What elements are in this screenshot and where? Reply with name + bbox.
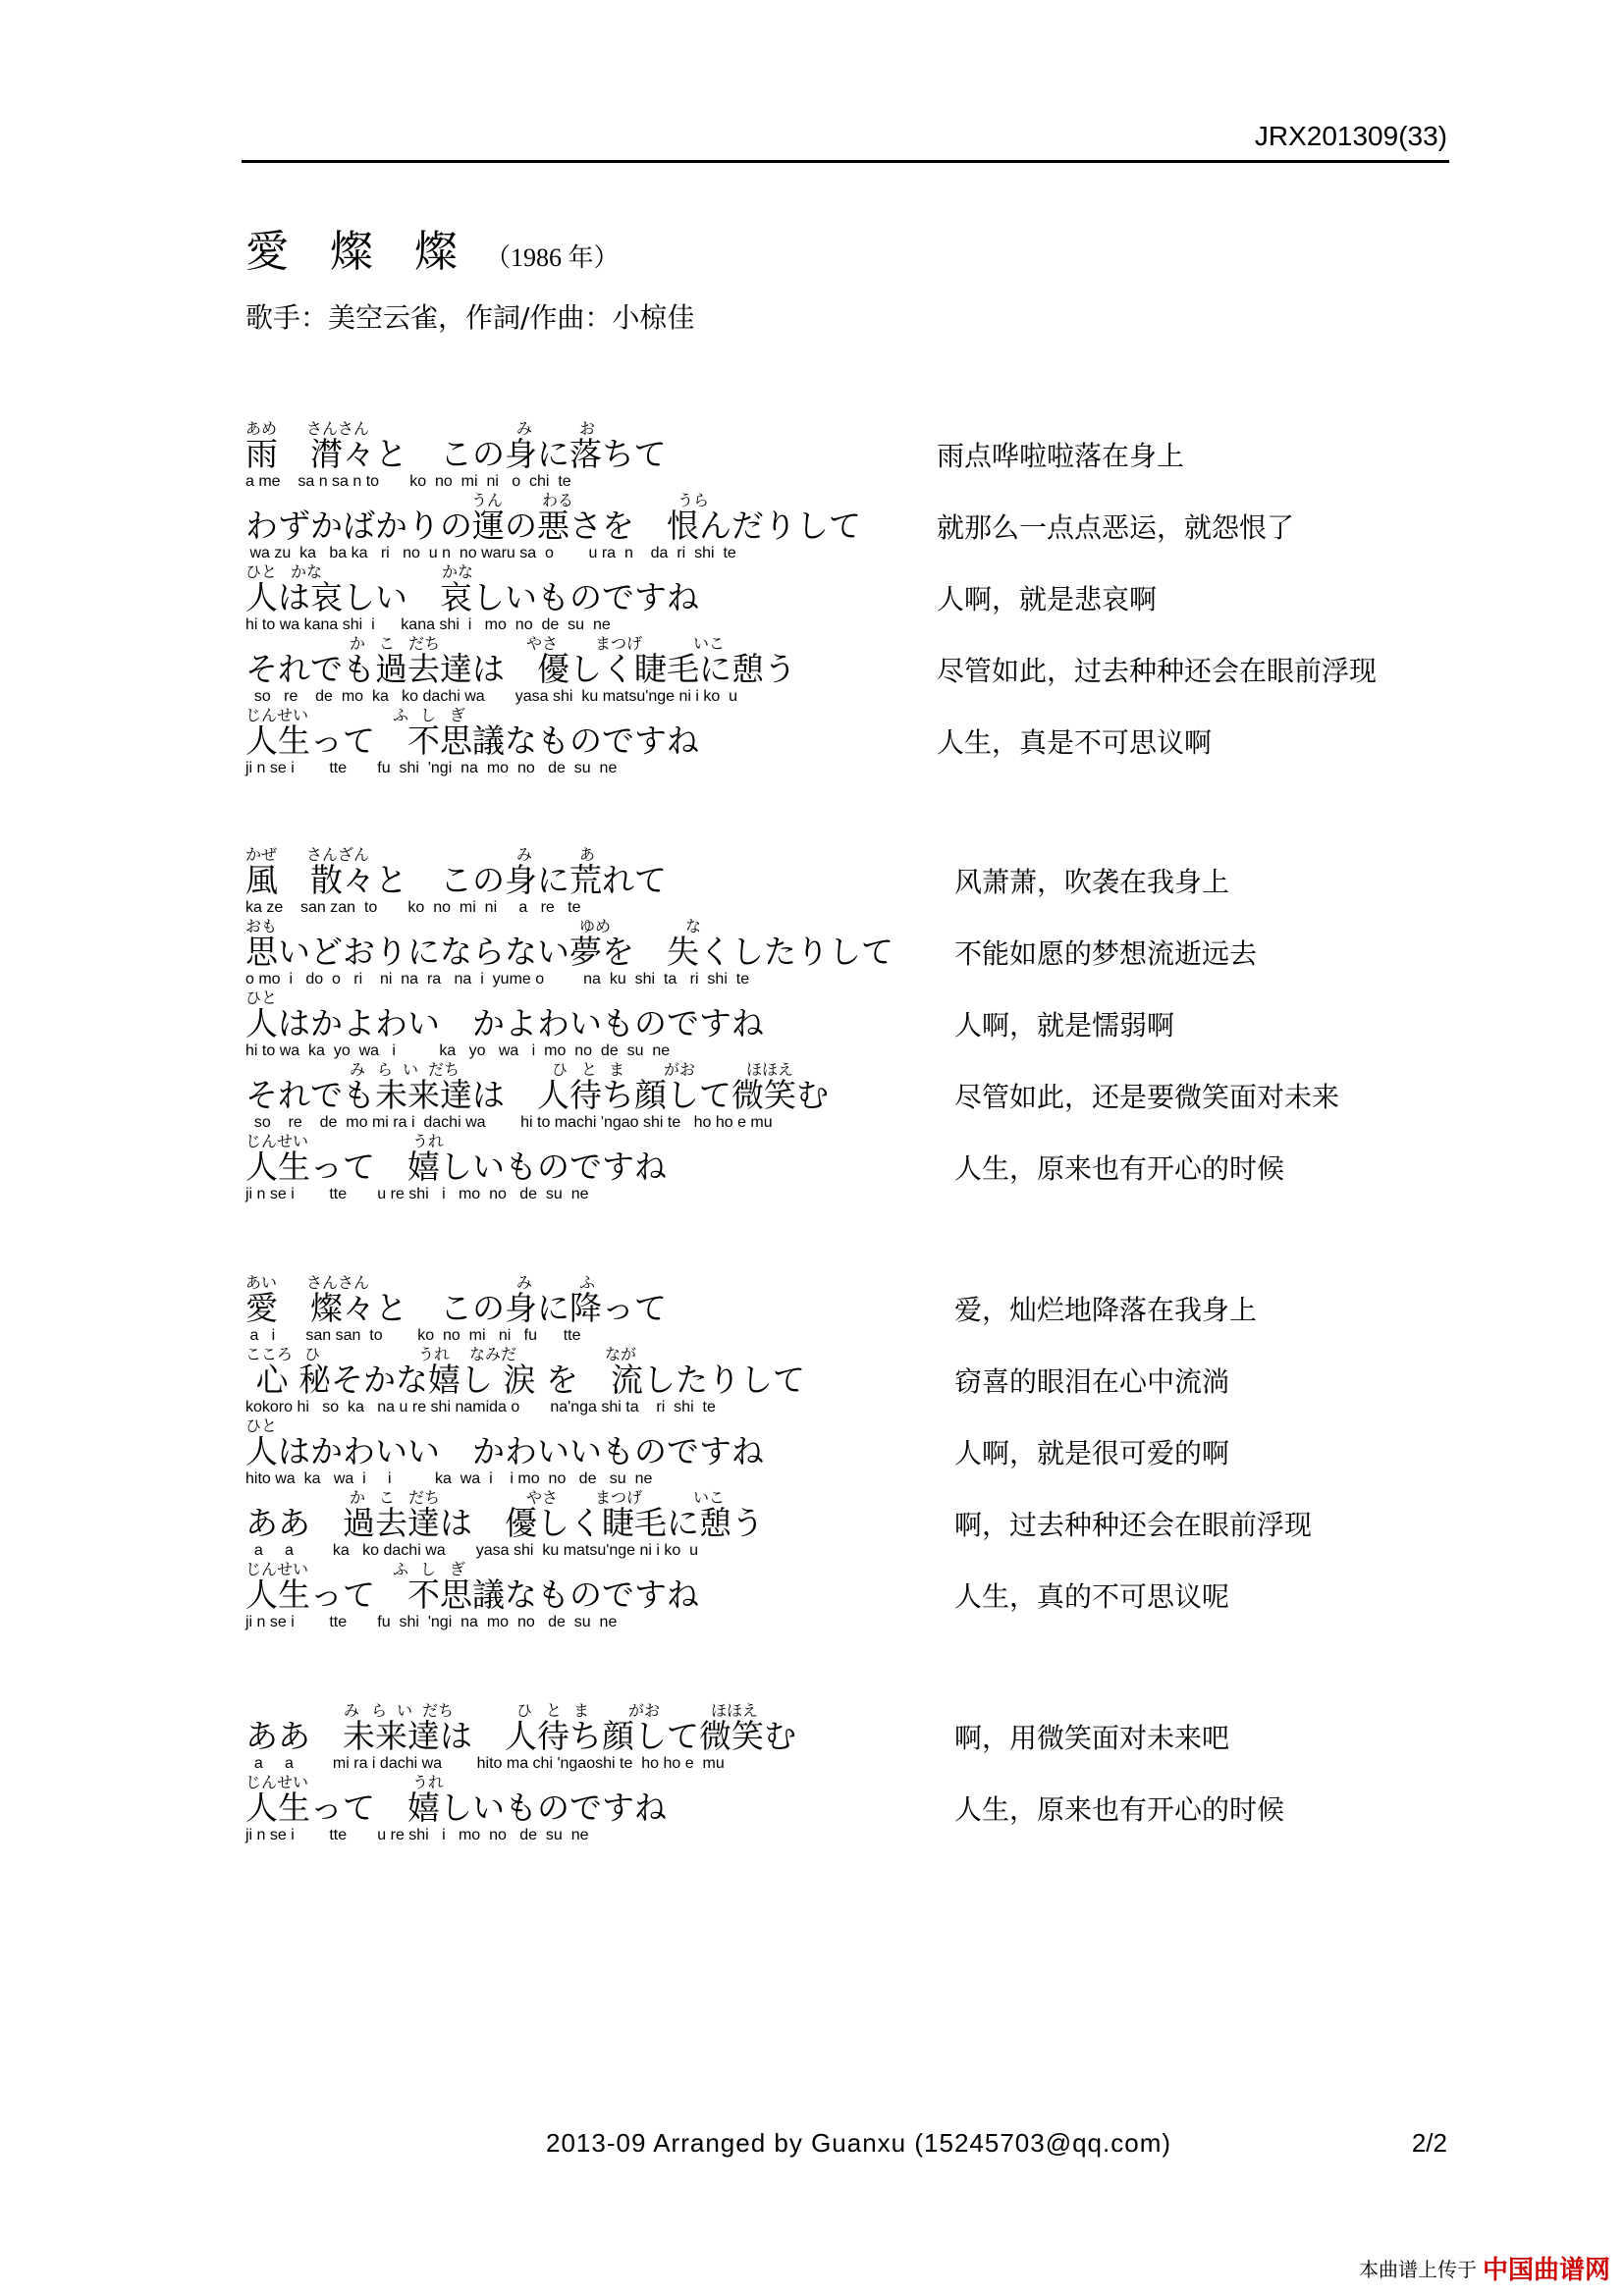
- furigana: な: [685, 917, 702, 935]
- lyric-line: [245, 1346, 1424, 1417]
- romaji-lyric: so re de mo mi ra i dachi wa hi to machi 'ngao shi te ho ho e mu: [245, 1114, 773, 1131]
- verse: [245, 1274, 1424, 1632]
- furigana: いこ: [693, 634, 726, 653]
- lyric-line: [245, 707, 1424, 778]
- watermark: [1359, 2250, 1610, 2286]
- furigana: あめ: [245, 419, 278, 438]
- furigana: だち: [422, 1701, 455, 1720]
- lyric-line: [245, 1133, 1424, 1204]
- japanese-lyric: 風 散々と この身に荒れて: [245, 861, 667, 899]
- japanese-lyric: 思いどおりにならない夢を 失くしたりして: [245, 933, 893, 971]
- furigana: ゆめ: [579, 917, 612, 935]
- song-title: 愛 燦 燦: [245, 227, 471, 277]
- chinese-translation: 雨点哗啦啦落在身上: [937, 440, 1185, 472]
- romaji-lyric: ji n se i tte u re shi i mo no de su ne: [245, 1186, 589, 1202]
- furigana: なが: [605, 1345, 637, 1363]
- japanese-lyric: 人生って 嬉しいものですね: [245, 1148, 667, 1186]
- chinese-translation: 人生，原来也有开心的时候: [954, 1793, 1285, 1826]
- lyric-line: [245, 1774, 1424, 1845]
- lyric-line: [245, 1561, 1424, 1632]
- furigana: ほほえ: [711, 1701, 759, 1720]
- verse: [245, 846, 1424, 1204]
- furigana: だち: [408, 1488, 441, 1507]
- lyric-line: [245, 846, 1424, 918]
- furigana: と: [546, 1701, 563, 1720]
- song-credits: 歌手：美空云雀，作詞/作曲：小椋佳: [245, 301, 695, 334]
- romaji-lyric: hi to wa ka yo wa i ka yo wa i mo no de su ne: [245, 1042, 671, 1059]
- japanese-lyric: 心 秘そかな嬉し 涙 を 流したりして: [245, 1361, 805, 1399]
- furigana: あい: [245, 1273, 278, 1292]
- furigana: うれ: [412, 1773, 445, 1791]
- furigana: なみだ: [469, 1345, 517, 1363]
- furigana: ま: [609, 1060, 625, 1079]
- furigana: わる: [542, 491, 574, 509]
- chinese-translation: 爱，灿烂地降落在我身上: [954, 1294, 1258, 1326]
- chinese-translation: 啊，用微笑面对未来吧: [954, 1722, 1230, 1754]
- furigana: ひ: [516, 1701, 533, 1720]
- furigana: お: [579, 419, 596, 438]
- furigana: ぎ: [450, 1560, 466, 1578]
- furigana: ら: [371, 1701, 388, 1720]
- furigana: じんせい: [245, 1773, 309, 1791]
- furigana: あ: [579, 845, 596, 864]
- song-year: （1986 年）: [484, 243, 620, 272]
- header-rule: [242, 160, 1449, 163]
- footer-credit: 2013-09 Arranged by Guanxu (15245703@qq.com): [546, 2128, 1172, 2158]
- furigana: み: [516, 845, 533, 864]
- furigana: こ: [379, 634, 396, 653]
- furigana: ひと: [245, 1416, 278, 1435]
- furigana: ぎ: [450, 706, 466, 724]
- furigana: うん: [471, 491, 504, 509]
- furigana: ら: [377, 1060, 394, 1079]
- furigana: やさ: [526, 634, 559, 653]
- furigana: ふ: [579, 1273, 596, 1292]
- furigana: さんざん: [306, 845, 370, 864]
- romaji-lyric: ji n se i tte fu shi 'ngi na mo no de su ne: [245, 1614, 618, 1630]
- lyric-line: [245, 1417, 1424, 1489]
- furigana: かな: [442, 562, 474, 581]
- japanese-lyric: 愛 燦々と この身に降って: [245, 1289, 667, 1327]
- japanese-lyric: それでも未来達は 人待ち顔して微笑む: [245, 1076, 829, 1114]
- romaji-lyric: a a mi ra i dachi wa hito ma chi 'ngaoshi te ho ho e mu: [245, 1755, 725, 1772]
- romaji-lyric: a a ka ko dachi wa yasa shi ku matsu'nge ni i ko u: [245, 1542, 699, 1559]
- furigana: いこ: [693, 1488, 726, 1507]
- chinese-translation: 尽管如此，过去种种还会在眼前浮现: [937, 655, 1378, 687]
- lyric-line: [245, 1061, 1424, 1133]
- chinese-translation: 人啊，就是懦弱啊: [954, 1009, 1175, 1041]
- furigana: ひと: [245, 562, 278, 581]
- romaji-lyric: ka ze san zan to ko no mi ni a re te: [245, 899, 581, 916]
- furigana: かぜ: [245, 845, 278, 864]
- chinese-translation: 就那么一点点恶运，就怨恨了: [937, 511, 1295, 544]
- furigana: い: [397, 1701, 413, 1720]
- romaji-lyric: o mo i do o ri ni na ra na i yume o na ku shi ta ri shi te: [245, 971, 750, 988]
- japanese-lyric: 雨 潸々と この身に落ちて: [245, 435, 667, 473]
- furigana: がお: [628, 1701, 661, 1720]
- furigana: ひ: [552, 1060, 568, 1079]
- japanese-lyric: わずかばかりの運の悪さを 恨んだりして: [245, 507, 861, 545]
- chinese-translation: 窃喜的眼泪在心中流淌: [954, 1365, 1230, 1398]
- furigana: ひ: [304, 1345, 321, 1363]
- romaji-lyric: wa zu ka ba ka ri no u n no waru sa o u ra n da ri shi te: [245, 545, 736, 561]
- furigana: がお: [664, 1060, 696, 1079]
- verse: [245, 1702, 1424, 1845]
- romaji-lyric: so re de mo ka ko dachi wa yasa shi ku matsu'nge ni i ko u: [245, 688, 738, 705]
- furigana: じんせい: [245, 1560, 309, 1578]
- chinese-translation: 不能如愿的梦想流逝远去: [954, 937, 1258, 970]
- furigana: こ: [379, 1488, 396, 1507]
- japanese-lyric: 人はかわいい かわいいものですね: [245, 1432, 764, 1470]
- chinese-translation: 人啊，就是很可爱的啊: [954, 1437, 1230, 1469]
- furigana: うら: [677, 491, 710, 509]
- furigana: さんさん: [306, 1273, 370, 1292]
- furigana: ふ: [393, 706, 409, 724]
- japanese-lyric: 人生って 不思議なものですね: [245, 1575, 699, 1614]
- lyric-line: [245, 1489, 1424, 1561]
- romaji-lyric: ji n se i tte u re shi i mo no de su ne: [245, 1827, 589, 1843]
- lyric-line: [245, 1274, 1424, 1346]
- romaji-lyric: ji n se i tte fu shi 'ngi na mo no de su ne: [245, 760, 618, 776]
- furigana: し: [420, 706, 437, 724]
- furigana: じんせい: [245, 1132, 309, 1150]
- romaji-lyric: kokoro hi so ka na u re shi namida o na'nga shi ta ri shi te: [245, 1399, 716, 1415]
- chinese-translation: 人啊，就是悲哀啊: [937, 583, 1158, 615]
- romaji-lyric: hi to wa kana shi i kana shi i mo no de su ne: [245, 616, 611, 633]
- japanese-lyric: 人はかよわい かよわいものですね: [245, 1004, 764, 1042]
- lyric-line: [245, 635, 1424, 707]
- furigana: み: [516, 1273, 533, 1292]
- chinese-translation: 风萧萧，吹袭在我身上: [954, 866, 1230, 898]
- furigana: い: [403, 1060, 419, 1079]
- document-code: JRX201309(33): [1254, 121, 1447, 151]
- lyric-line: [245, 989, 1424, 1061]
- furigana: ほほえ: [746, 1060, 794, 1079]
- lyric-line: [245, 1702, 1424, 1774]
- japanese-lyric: それでも過去達は 優しく睫毛に憩う: [245, 650, 796, 688]
- furigana: うれ: [418, 1345, 451, 1363]
- furigana: か: [350, 634, 366, 653]
- furigana: ま: [573, 1701, 590, 1720]
- lyric-line: [245, 918, 1424, 989]
- chinese-translation: 啊，过去种种还会在眼前浮现: [954, 1509, 1313, 1541]
- chinese-translation: 人生，真是不可思议啊: [937, 726, 1213, 759]
- watermark-text: 本曲谱上传于: [1358, 2258, 1477, 2281]
- watermark-logo: 中国曲谱网: [1482, 2256, 1610, 2285]
- furigana: か: [350, 1488, 366, 1507]
- furigana: だち: [428, 1060, 460, 1079]
- romaji-lyric: a i san san to ko no mi ni fu tte: [245, 1327, 581, 1344]
- furigana: と: [581, 1060, 598, 1079]
- furigana: かな: [291, 562, 323, 581]
- title-row: [245, 216, 620, 279]
- furigana: こころ: [245, 1345, 294, 1363]
- furigana: じんせい: [245, 706, 309, 724]
- verse: [245, 420, 1424, 778]
- chinese-translation: 人生，真的不可思议呢: [954, 1580, 1230, 1613]
- chinese-translation: 尽管如此，还是要微笑面对未来: [954, 1081, 1340, 1113]
- furigana: さんさん: [306, 419, 370, 438]
- romaji-lyric: a me sa n sa n to ko no mi ni o chi te: [245, 473, 571, 490]
- furigana: やさ: [526, 1488, 559, 1507]
- furigana: おも: [245, 917, 278, 935]
- lyric-line: [245, 420, 1424, 492]
- furigana: ふ: [393, 1560, 409, 1578]
- lyric-line: [245, 492, 1424, 563]
- chinese-translation: 人生，原来也有开心的时候: [954, 1152, 1285, 1185]
- japanese-lyric: 人生って 不思議なものですね: [245, 721, 699, 760]
- japanese-lyric: 人は哀しい 哀しいものですね: [245, 578, 699, 616]
- furigana: まつげ: [595, 1488, 643, 1507]
- japanese-lyric: 人生って 嬉しいものですね: [245, 1789, 667, 1827]
- furigana: み: [344, 1701, 360, 1720]
- furigana: し: [420, 1560, 437, 1578]
- japanese-lyric: ああ 過去達は 優しく睫毛に憩う: [245, 1504, 764, 1542]
- japanese-lyric: ああ 未来達は 人待ち顔して微笑む: [245, 1717, 796, 1755]
- furigana: み: [516, 419, 533, 438]
- page-number: 2/2: [1411, 2128, 1447, 2158]
- furigana: まつげ: [595, 634, 643, 653]
- furigana: うれ: [412, 1132, 445, 1150]
- furigana: ひと: [245, 988, 278, 1007]
- lyric-line: [245, 563, 1424, 635]
- furigana: だち: [408, 634, 441, 653]
- romaji-lyric: hito wa ka wa i i ka wa i i mo no de su ne: [245, 1470, 653, 1487]
- furigana: み: [350, 1060, 366, 1079]
